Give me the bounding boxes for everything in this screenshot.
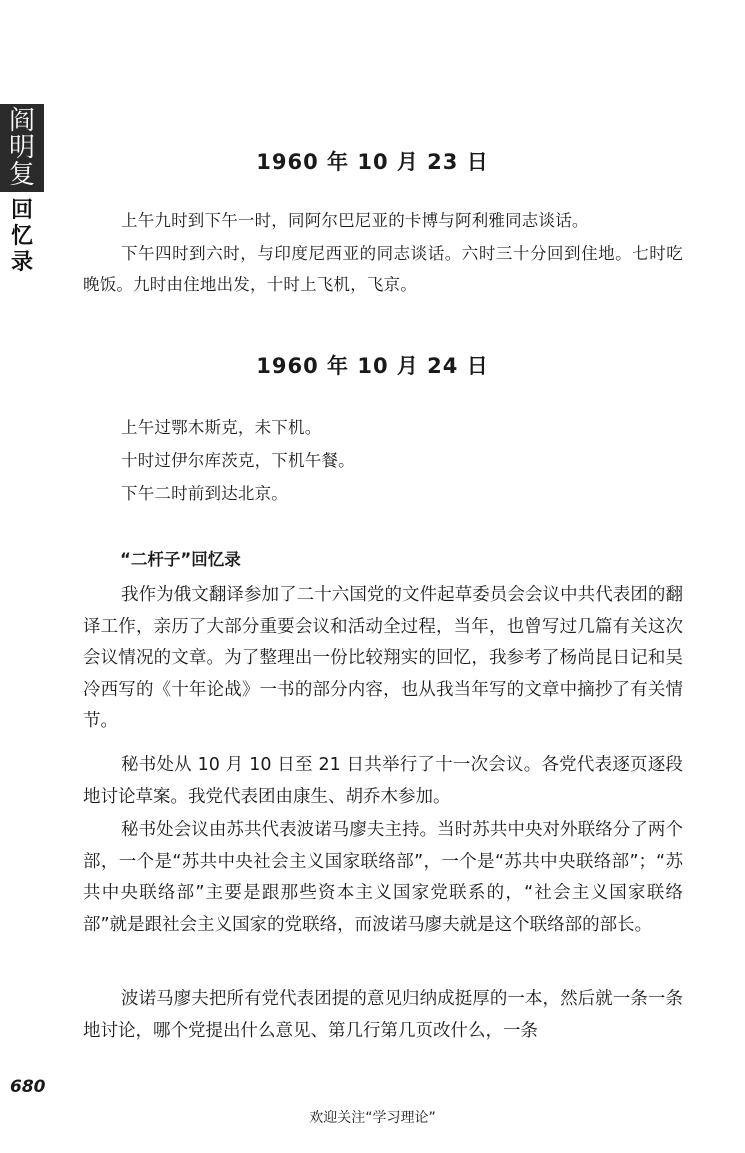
body-paragraph: 秘书处会议由苏共代表波诺马廖夫主持。当时苏共中央对外联络分了两个部，一个是“苏共中央社会主义国家联络部”，一个是“苏共中央联络部”；“苏共中央联络部”主要是跟那些资本主义国家党联系的，“社会主义国家联络部”就是跟社会主义国家的党联络，而波诺马廖夫就是这个联络部的部长。 bbox=[83, 820, 683, 935]
side-tab-title-char: 录 bbox=[10, 250, 33, 275]
body-paragraph: 我作为俄文翻译参加了二十六国党的文件起草委员会会议中共代表团的翻译工作，亲历了大部分重要会议和活动全过程，当年，也曾写过几篇有关这次会议情况的文章。为了整理出一份比较翔实的回忆，我参考了杨尚昆日记和吴冷西写的《十年论战》一书的部分内容，也从我当年写的文章中摘抄了有关情节。 bbox=[83, 585, 683, 731]
page-number: 680 bbox=[10, 1077, 46, 1097]
side-tab-author-char: 明 bbox=[8, 132, 35, 163]
diary-paragraph: 下午二时前到达北京。 bbox=[121, 484, 288, 503]
side-tab-author-char: 阎 bbox=[8, 106, 35, 137]
side-tab-title-char: 回 bbox=[10, 198, 33, 223]
side-tab-title bbox=[0, 200, 44, 278]
body-paragraph: 波诺马廖夫把所有党代表团提的意见归纳成挺厚的一本，然后就一条一条地讨论，哪个党提出什么意见、第几行第几页改什么，一条 bbox=[83, 989, 683, 1041]
footer-note: 欢迎关注“学习理论” bbox=[309, 1110, 436, 1126]
side-tab-author-char: 复 bbox=[8, 159, 35, 190]
side-tab bbox=[0, 104, 44, 275]
body-paragraph: 秘书处从 10 月 10 日至 21 日共举行了十一次会议。各党代表逐页逐段地讨论草案。我党代表团由康生、胡乔木参加。 bbox=[83, 755, 683, 807]
diary-paragraph: 上午九时到下午一时，同阿尔巴尼亚的卡博与阿利雅同志谈话。 bbox=[121, 211, 589, 230]
section-heading: “二杆子”回忆录 bbox=[120, 550, 241, 569]
diary-paragraph: 上午过鄂木斯克，未下机。 bbox=[121, 418, 322, 437]
diary-paragraph: 下午四时到六时，与印度尼西亚的同志谈话。六时三十分回到住地。七时吃晚饭。九时由住地出发，十时上飞机，飞京。 bbox=[83, 244, 683, 294]
side-tab-title-char: 忆 bbox=[10, 224, 33, 249]
diary-paragraph: 十时过伊尔库茨克，下机午餐。 bbox=[121, 451, 355, 470]
date-heading: 1960 年 10 月 24 日 bbox=[256, 354, 489, 378]
date-heading: 1960 年 10 月 23 日 bbox=[256, 150, 489, 174]
